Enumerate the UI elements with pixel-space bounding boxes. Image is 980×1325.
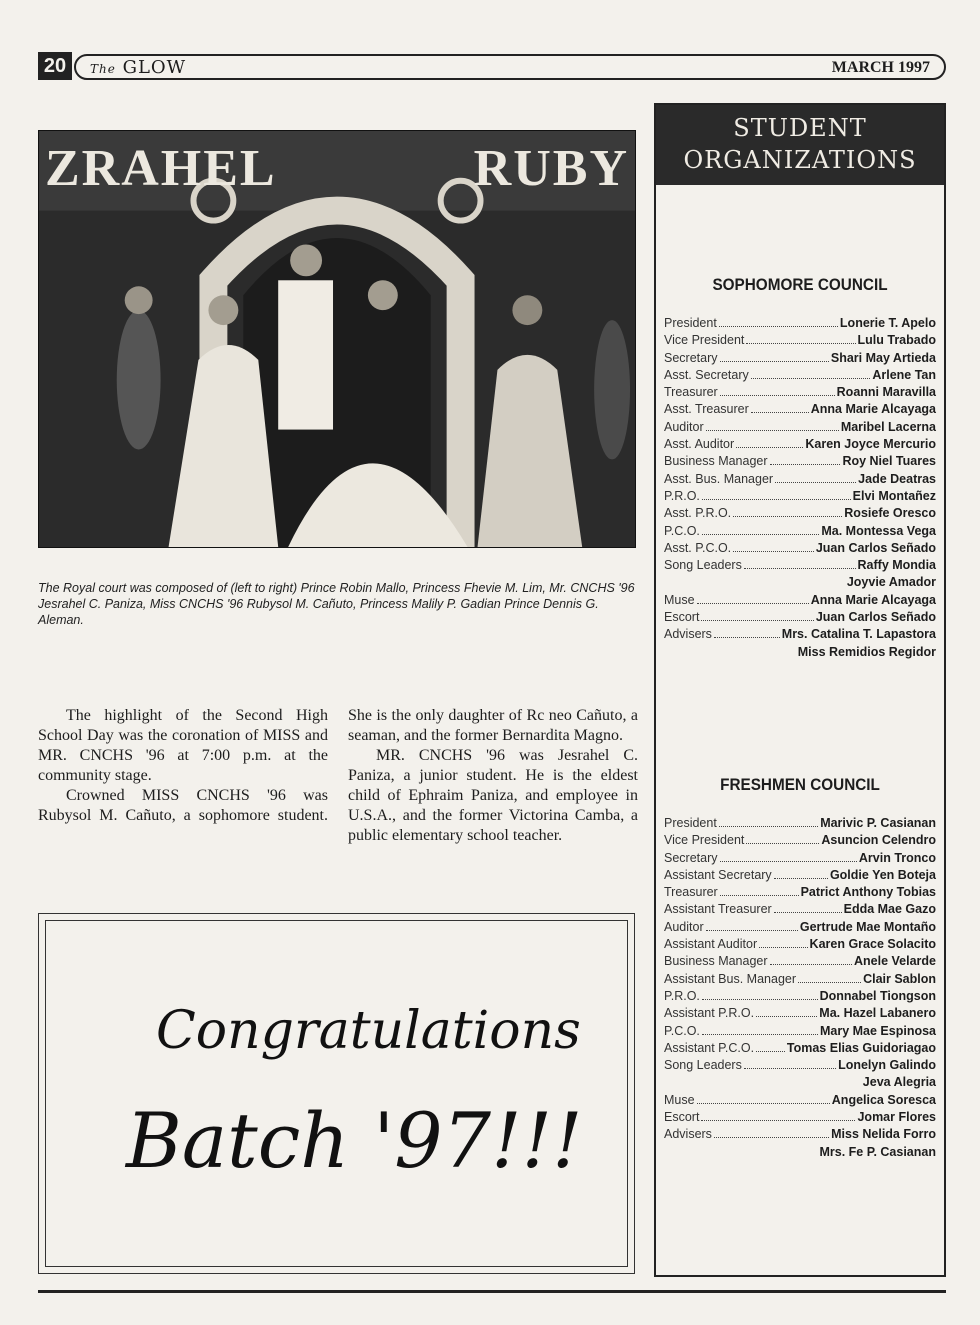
student-organizations-sidebar xyxy=(654,103,946,1277)
officer-role: P.C.O. xyxy=(664,1023,700,1038)
officer-row xyxy=(664,1023,936,1040)
officer-name: Maribel Lacerna xyxy=(840,419,936,434)
leader-dots xyxy=(720,351,829,362)
officer-row xyxy=(664,436,936,453)
freshmen-council-heading: FRESHMEN COUNCIL xyxy=(720,775,880,794)
freshmen-officer-list xyxy=(664,815,936,1161)
officer-role: Auditor xyxy=(664,419,704,434)
officer-name: Jeva Alegria xyxy=(862,1075,936,1090)
officer-name: Donnabel Tiongson xyxy=(819,988,936,1003)
officer-row xyxy=(664,574,936,591)
officer-row xyxy=(664,988,936,1005)
officer-role: Assistant Bus. Manager xyxy=(664,971,797,986)
officer-name: Clair Sablon xyxy=(863,971,936,986)
officer-name: Arlene Tan xyxy=(872,367,936,382)
officer-name: Shari May Artieda xyxy=(830,350,936,365)
sophomore-officer-list xyxy=(664,315,936,661)
officer-row xyxy=(664,609,936,626)
leader-dots xyxy=(720,385,835,396)
leader-dots xyxy=(756,1041,785,1052)
officer-name: Marivic P. Casianan xyxy=(820,816,936,830)
leader-dots xyxy=(719,816,818,827)
leader-dots xyxy=(733,506,842,517)
officer-role: Muse xyxy=(664,592,695,607)
officer-row xyxy=(664,401,936,418)
officer-name: Edda Mae Gazo xyxy=(843,902,936,917)
officer-role: P.R.O. xyxy=(664,488,700,503)
officer-row xyxy=(664,1109,936,1126)
leader-dots xyxy=(714,627,780,638)
officer-name: Joyvie Amador xyxy=(846,575,936,590)
leader-dots xyxy=(733,541,814,552)
sophomore-council-heading: SOPHOMORE COUNCIL xyxy=(712,275,888,294)
officer-name: Karen Grace Solacito xyxy=(809,937,936,952)
officer-row xyxy=(664,419,936,436)
leader-dots xyxy=(702,489,851,500)
officer-row xyxy=(664,1057,936,1074)
officer-role: Secretary xyxy=(664,350,718,365)
officer-role: P.C.O. xyxy=(664,523,700,538)
masthead-name: GLOW xyxy=(122,57,187,78)
officer-role: President xyxy=(664,816,717,830)
officer-name: Asuncion Celendro xyxy=(821,833,936,848)
leader-dots xyxy=(770,454,841,465)
officer-name: Ma. Hazel Labanero xyxy=(819,1006,936,1021)
leader-dots xyxy=(702,1024,818,1035)
officer-name: Gertrude Mae Montaño xyxy=(799,919,936,934)
officer-row xyxy=(664,850,936,867)
officer-role: Muse xyxy=(664,1092,695,1107)
officer-role: Escort xyxy=(664,610,700,625)
leader-dots xyxy=(706,420,839,431)
officer-name: Mrs. Fe P. Casianan xyxy=(819,1144,936,1159)
officer-row xyxy=(664,384,936,401)
officer-name: Juan Carlos Señado xyxy=(815,610,936,625)
officer-role: Vice President xyxy=(664,333,745,348)
leader-dots xyxy=(697,593,809,604)
officer-row xyxy=(664,936,936,953)
officer-name: Lulu Trabado xyxy=(857,333,936,348)
masthead xyxy=(90,57,186,78)
leader-dots xyxy=(770,954,852,965)
officer-role: Assistant Secretary xyxy=(664,867,772,882)
bottom-rule xyxy=(38,1290,946,1293)
article-body xyxy=(38,706,638,846)
officer-name: Jade Deatras xyxy=(858,471,936,486)
officer-role: Assistant P.R.O. xyxy=(664,1006,755,1021)
officer-row xyxy=(664,1040,936,1057)
officer-row xyxy=(664,332,936,349)
officer-row xyxy=(664,1092,936,1109)
header-bar xyxy=(74,54,946,80)
congratulations-inner-frame xyxy=(45,920,628,1267)
article-paragraph: Crowned MISS CNCHS '96 was Rubysol M. Cañuto, a sophomore student. She is the only daughter of Rc neo Cañuto, a seaman, and the former Bernardita Magno. xyxy=(38,707,638,824)
officer-role: P.R.O. xyxy=(664,988,700,1003)
officer-role: Treasurer xyxy=(664,885,718,900)
officer-row xyxy=(664,901,936,918)
officer-role: President xyxy=(664,316,717,330)
royal-court-photo xyxy=(38,130,636,548)
leader-dots xyxy=(714,1127,829,1138)
sophomore-council xyxy=(664,275,936,661)
officer-row xyxy=(664,644,936,661)
banner-right-text: RUBY xyxy=(473,140,629,197)
officer-row xyxy=(664,626,936,643)
leader-dots xyxy=(744,1058,836,1069)
sidebar-title-line1: STUDENT xyxy=(733,114,867,142)
officer-row xyxy=(664,592,936,609)
officer-role: Asst. Bus. Manager xyxy=(664,471,774,486)
officer-role: Auditor xyxy=(664,919,704,934)
officer-name: Tomas Elias Guidoriagao xyxy=(786,1040,936,1055)
officer-name: Miss Remidios Regidor xyxy=(797,644,936,659)
officer-row xyxy=(664,1144,936,1161)
officer-role: Song Leaders xyxy=(664,558,742,573)
leader-dots xyxy=(751,368,871,379)
officer-role: Asst. P.C.O. xyxy=(664,540,732,555)
officer-name: Angelica Soresca xyxy=(831,1092,936,1107)
officer-role: Assistant P.C.O. xyxy=(664,1040,755,1055)
officer-role: Assistant Auditor xyxy=(664,937,758,952)
leader-dots xyxy=(751,402,809,413)
officer-role: Advisers xyxy=(664,1127,712,1142)
sidebar-title xyxy=(656,105,944,185)
leader-dots xyxy=(759,937,807,948)
officer-row xyxy=(664,832,936,849)
officer-name: Rosiefe Oresco xyxy=(844,506,936,521)
officer-name: Roanni Maravilla xyxy=(836,385,936,400)
officer-name: Anna Marie Alcayaga xyxy=(810,402,936,417)
leader-dots xyxy=(756,1006,817,1017)
officer-role: Asst. P.R.O. xyxy=(664,506,732,521)
leader-dots xyxy=(706,920,798,931)
officer-name: Lonelyn Galindo xyxy=(838,1058,936,1073)
photo-caption: The Royal court was composed of (left to right) Prince Robin Mallo, Princess Fhevie M. Lim, Mr. CNCHS '96 Jesrahel C. Paniza, Miss CNCHS '96 Rubysol M. Cañuto, Princess Malily P. Gadian Prince Dennis G. Aleman. xyxy=(38,581,635,627)
officer-row xyxy=(664,488,936,505)
officer-row xyxy=(664,971,936,988)
officer-name: Arvin Tronco xyxy=(858,850,936,865)
officer-name: Karen Joyce Mercurio xyxy=(805,437,936,452)
officer-row xyxy=(664,505,936,522)
officer-row xyxy=(664,815,936,832)
officer-name: Miss Nelida Forro xyxy=(831,1127,936,1142)
officer-name: Mrs. Catalina T. Lapastora xyxy=(781,627,936,642)
freshmen-council xyxy=(664,775,936,1161)
officer-role: Assistant Treasurer xyxy=(664,902,772,917)
banner-left-text: ZRAHEL xyxy=(45,140,277,197)
masthead-the: The xyxy=(90,62,116,76)
leader-dots xyxy=(774,902,842,913)
officer-name: Raffy Mondia xyxy=(857,558,936,573)
leader-dots xyxy=(720,851,857,862)
leader-dots xyxy=(775,472,856,483)
leader-dots xyxy=(701,610,813,621)
leader-dots xyxy=(719,316,838,327)
congratulations-text: Congratulations xyxy=(156,1001,581,1061)
officer-role: Song Leaders xyxy=(664,1058,742,1073)
officer-role: Escort xyxy=(664,1110,700,1125)
leader-dots xyxy=(736,437,803,448)
leader-dots xyxy=(746,833,819,844)
officer-row xyxy=(664,453,936,470)
officer-row xyxy=(664,523,936,540)
officer-name: Ma. Montessa Vega xyxy=(821,523,936,538)
officer-name: Lonerie T. Apelo xyxy=(839,316,936,330)
officer-role: Secretary xyxy=(664,850,718,865)
officer-row xyxy=(664,350,936,367)
officer-row xyxy=(664,867,936,884)
officer-row xyxy=(664,1005,936,1022)
leader-dots xyxy=(746,333,855,344)
officer-row xyxy=(664,1126,936,1143)
officer-row xyxy=(664,557,936,574)
officer-name: Mary Mae Espinosa xyxy=(819,1023,936,1038)
leader-dots xyxy=(774,868,828,879)
leader-dots xyxy=(697,1093,830,1104)
leader-dots xyxy=(702,989,818,1000)
officer-role: Asst. Auditor xyxy=(664,437,735,452)
officer-role: Business Manager xyxy=(664,454,768,469)
leader-dots xyxy=(744,558,856,569)
officer-row xyxy=(664,471,936,488)
officer-name: Juan Carlos Señado xyxy=(815,540,936,555)
sidebar-title-line2: ORGANIZATIONS xyxy=(683,146,917,174)
officer-row xyxy=(664,540,936,557)
officer-name: Anna Marie Alcayaga xyxy=(810,592,936,607)
officer-row xyxy=(664,1074,936,1091)
officer-role: Business Manager xyxy=(664,954,768,969)
batch-text: Batch '97!!! xyxy=(126,1096,583,1185)
officer-role: Treasurer xyxy=(664,385,718,400)
officer-role: Asst. Secretary xyxy=(664,367,749,382)
officer-name: Roy Niel Tuares xyxy=(842,454,936,469)
officer-row xyxy=(664,953,936,970)
issue-date: MARCH 1997 xyxy=(831,59,930,76)
officer-name: Anele Velarde xyxy=(854,954,936,969)
officer-role: Vice President xyxy=(664,833,745,848)
officer-row xyxy=(664,315,936,332)
officer-name: Patrict Anthony Tobias xyxy=(800,885,936,900)
leader-dots xyxy=(720,885,799,896)
article-paragraph: MR. CNCHS '96 was Jesrahel C. Paniza, a junior student. He is the eldest child of Ephraim Paniza, and employee in U.S.A., and the former Victorina Camba, a public elementary school teacher. xyxy=(348,747,638,844)
officer-name: Elvi Montañez xyxy=(852,488,936,503)
leader-dots xyxy=(702,524,819,535)
officer-row xyxy=(664,367,936,384)
congratulations-box xyxy=(38,913,635,1274)
officer-row xyxy=(664,884,936,901)
leader-dots xyxy=(798,972,861,983)
officer-name: Jomar Flores xyxy=(857,1110,936,1125)
officer-role: Advisers xyxy=(664,627,712,642)
officer-name: Goldie Yen Boteja xyxy=(829,867,936,882)
article-paragraph: The highlight of the Second High School Day was the coronation of MISS and MR. CNCHS '96 at 7:00 p.m. at the community stage. xyxy=(38,707,328,784)
leader-dots xyxy=(701,1110,855,1121)
page-number: 20 xyxy=(38,52,72,80)
officer-row xyxy=(664,919,936,936)
officer-role: Asst. Treasurer xyxy=(664,402,749,417)
page-header xyxy=(38,52,946,82)
